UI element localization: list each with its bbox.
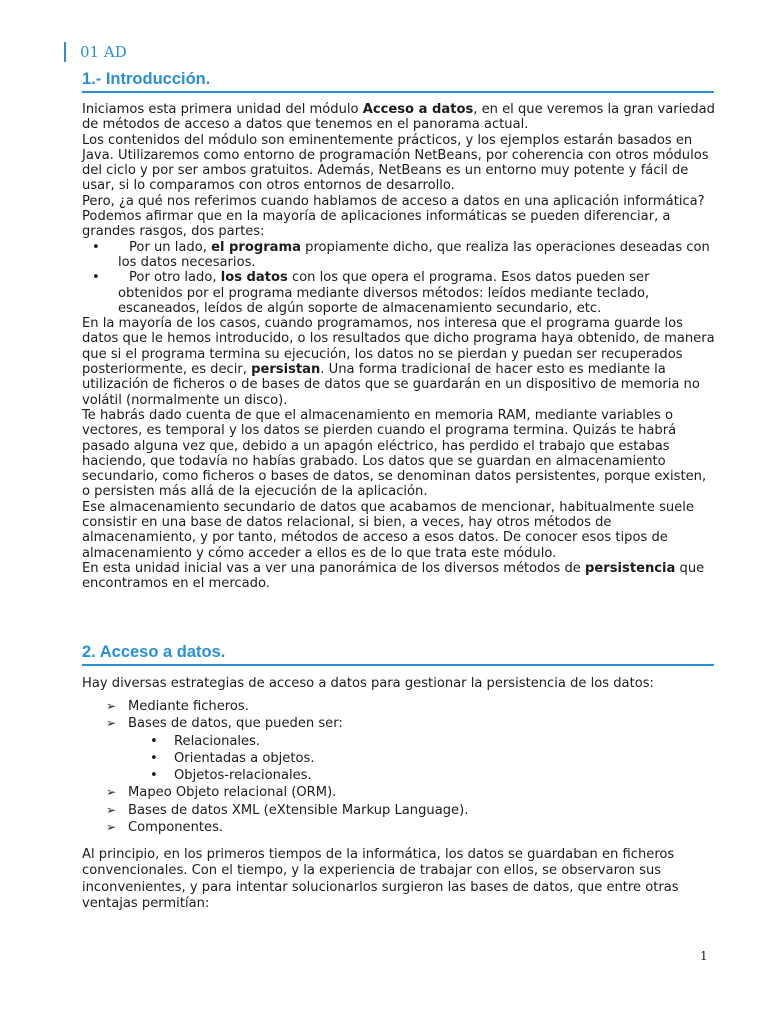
strategies-list (82, 698, 718, 733)
bullet-bold-term: los datos (220, 270, 288, 286)
paragraph-2: Los contenidos del módulo son eminentemente prácticos, y los ejemplos estarán basados en Java. Utilizaremos como entorno de programación NetBeans, por coherencia con otros módulos del ciclo y por ser ambos gratuitos. Además, NetBeans es un entorno muy potente y fácil de usar, si lo comparamos con otros entornos de desarrollo. (82, 132, 709, 194)
paragraph-5 (82, 316, 718, 408)
p5-bold-term: persistan (251, 362, 321, 378)
bullet-icon: • (150, 750, 158, 766)
bullet-text-end: propiamente dicho, que realiza las operaciones deseadas con los datos necesarios. (118, 239, 710, 270)
bullet-text-end: con los que opera el programa. Esos datos pueden ser obtenidos por el programa mediante diversos métodos: leídos mediante teclado, escaneados, leídos de algún soporte de almacenamiento secundario, etc. (118, 270, 650, 316)
bullet-text-start: Por otro lado, (129, 270, 221, 286)
paragraph-3: Pero, ¿a qué nos referimos cuando hablamos de acceso a datos en una aplicación informática? (82, 193, 705, 209)
parts-bullet-list (82, 240, 718, 316)
p5-text-start: En la mayoría de los casos, cuando programamos, nos interesa que el programa guarde los datos que le hemos introducido, o los resultados que dicho programa haya obtenido, de manera que si el programa termina su ejecución, los datos no se pierdan y puedan ser recuperados posteriormente, es decir, (82, 316, 715, 378)
section-2-intro (82, 676, 718, 691)
section-1-body (82, 102, 718, 592)
paragraph-6: Te habrás dado cuenta de que el almacenamiento en memoria RAM, mediante variables o vectores, es temporal y los datos se pierden cuando el programa termina. Quizás te habrá pasado alguna vez que, debido a un apagón eléctrico, has perdido el trabajo que estabas haciendo, que todavía no habías grabado. Los datos que se guardan en almacenamiento secundario, como ficheros o bases de datos, se denominan datos persistentes, porque existen, o persisten más allá de la ejecución de la aplicación. (82, 407, 707, 500)
page-header (64, 41, 127, 63)
header-title: 01 AD (80, 43, 127, 61)
list-item (82, 733, 718, 750)
list-item (82, 240, 718, 271)
p8-text-start: En esta unidad inicial vas a ver una panorámica de los diversos métodos de (82, 560, 586, 576)
list-item (82, 767, 718, 784)
list-item (82, 270, 718, 316)
list-item (82, 784, 718, 801)
p8-text-end: que encontramos en el mercado. (82, 560, 705, 592)
list-item-text: Objetos-relacionales. (174, 768, 312, 784)
section-2-intro-text: Hay diversas estrategias de acceso a datos para gestionar la persistencia de los datos: (82, 676, 654, 691)
list-item-text: Bases de datos, que pueden ser: (128, 716, 343, 732)
header-accent-bar (64, 42, 66, 62)
intro-bold-term: Acceso a datos (362, 102, 474, 117)
list-item-text: Mediante ficheros. (128, 699, 249, 714)
list-item-text: Relacionales. (174, 733, 261, 749)
bullet-text-start: Por un lado, (129, 239, 212, 255)
intro-text-start: Iniciamos esta primera unidad del módulo (82, 102, 363, 117)
arrow-bullet-icon: ➢ (106, 802, 117, 817)
intro-text-end: , en el que veremos la gran variedad de métodos de acceso a datos que tenemos en el panorama actual. (82, 102, 715, 133)
section-2-list (82, 698, 718, 836)
arrow-bullet-icon: ➢ (106, 785, 117, 800)
list-item (82, 802, 718, 819)
bullet-icon: • (150, 768, 158, 784)
paragraph-4: Podemos afirmar que en la mayoría de aplicaciones informáticas se pueden diferenciar, a grandes rasgos, dos partes: (82, 209, 671, 240)
p5-text-end: . Una forma tradicional de hacer esto es mediante la utilización de ficheros o de bases de datos que se guardarán en un dispositivo de memoria no volátil (normalmente un disco). (82, 362, 700, 408)
list-item-text: Mapeo Objeto relacional (ORM). (128, 785, 337, 801)
arrow-bullet-icon: ➢ (106, 699, 117, 713)
database-types-list (82, 733, 718, 785)
bullet-icon: • (92, 270, 100, 286)
arrow-bullet-icon: ➢ (106, 716, 117, 731)
list-item-text: Componentes. (128, 820, 224, 836)
paragraph-8 (82, 561, 718, 592)
page-number: 1 (700, 949, 708, 963)
list-item (82, 715, 718, 732)
bullet-icon: • (150, 733, 158, 749)
list-item (82, 819, 718, 836)
bullet-icon: • (92, 239, 100, 255)
intro-paragraph (82, 102, 718, 133)
arrow-bullet-icon: ➢ (106, 820, 117, 835)
p8-bold-term: persistencia (585, 560, 676, 576)
section-1-heading: 1.- Introducción. (82, 70, 714, 93)
closing-paragraph: Al principio, en los primeros tiempos de la informática, los datos se guardaban en ficheros convencionales. Con el tiempo, y la experiencia de trabajar con ellos, se observaron sus inconvenientes, y para intentar solucionarlos surgieron las bases de datos, que entre otras ventajas permitían: (82, 847, 679, 911)
section-2-closing (82, 847, 718, 912)
strategies-list-continued (82, 784, 718, 836)
list-item-text: Orientadas a objetos. (174, 750, 315, 766)
section-2-heading: 2. Acceso a datos. (82, 643, 714, 666)
list-item (82, 698, 718, 715)
list-item-text: Bases de datos XML (eXtensible Markup Language). (128, 802, 469, 818)
paragraph-7: Ese almacenamiento secundario de datos que acabamos de mencionar, habitualmente suele consistir en una base de datos relacional, si bien, a veces, hay otros métodos de almacenamiento, y por tanto, métodos de acceso a esos datos. De conocer esos tipos de almacenamiento y cómo acceder a ellos es de lo que trata este módulo. (82, 499, 694, 561)
list-item (82, 750, 718, 767)
bullet-bold-term: el programa (211, 239, 301, 255)
